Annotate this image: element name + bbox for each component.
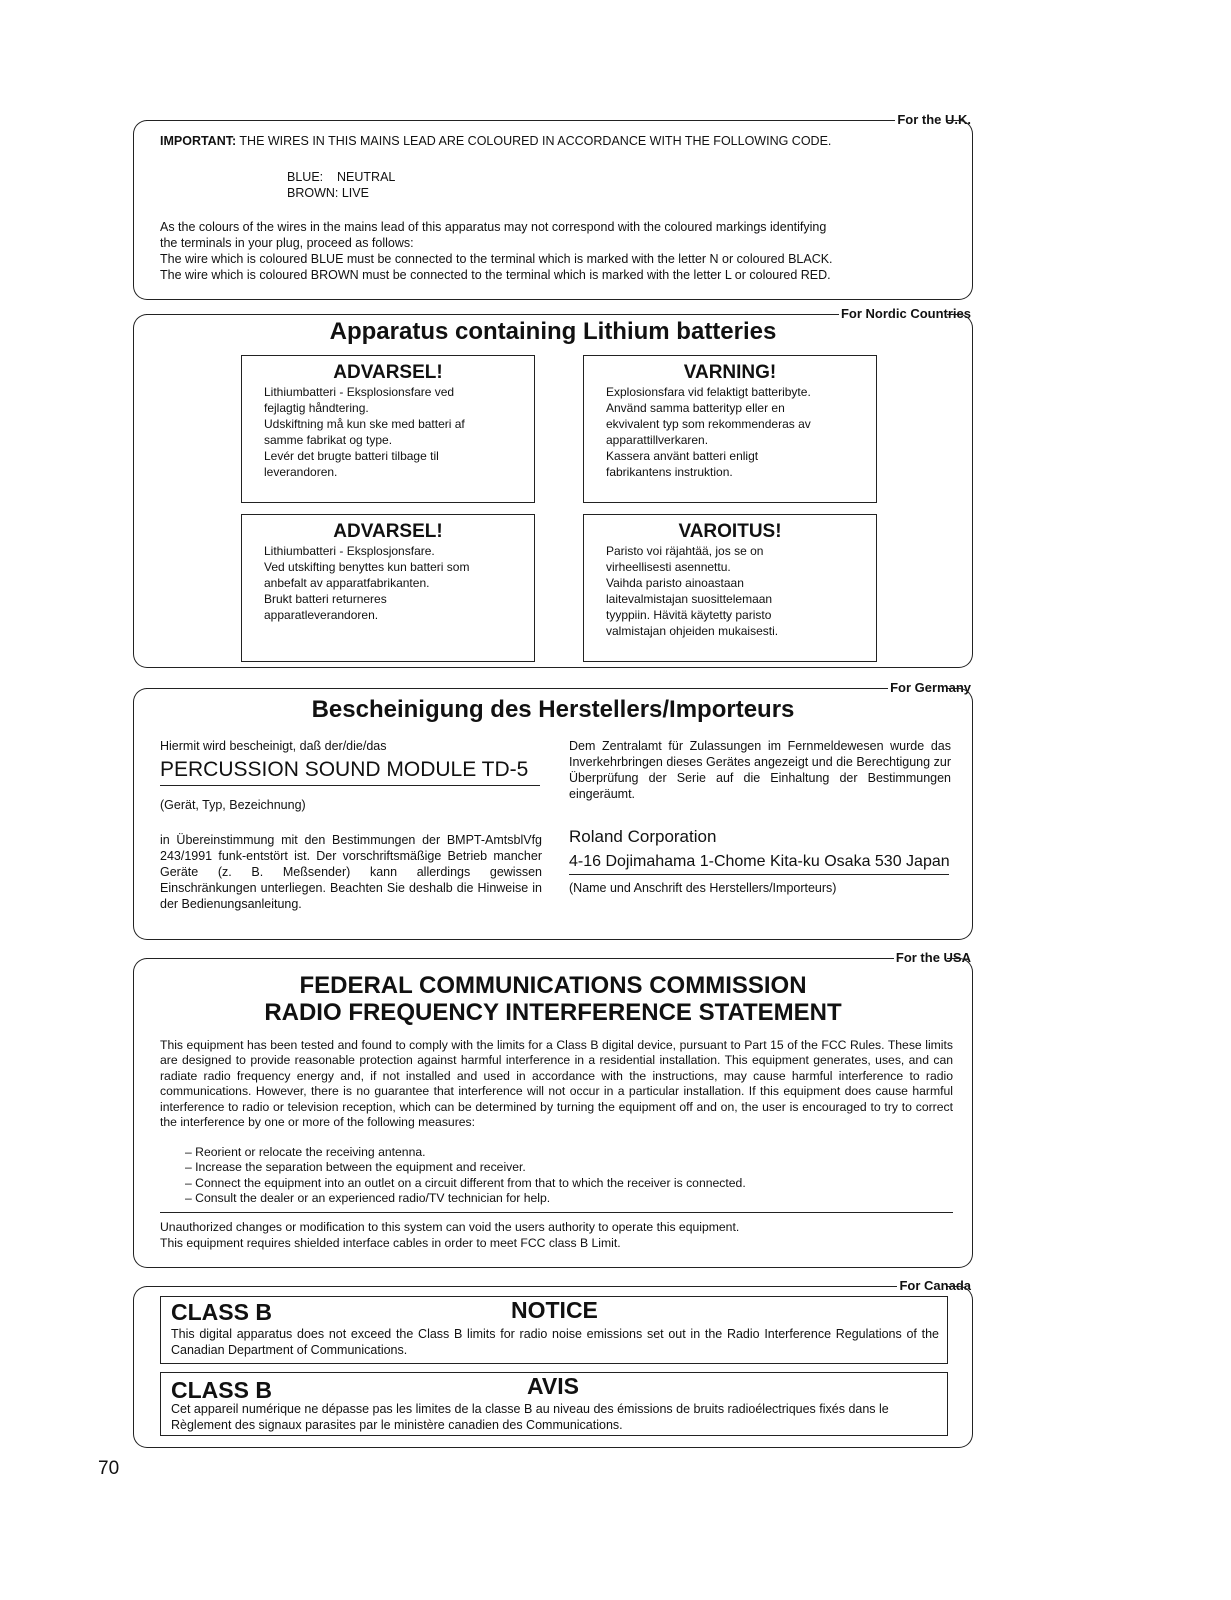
list-item: – Reorient or relocate the receiving antenna. — [185, 1145, 426, 1159]
box-line: Lithiumbatteri - Eksplosionsfare ved — [264, 385, 455, 399]
box-line: laitevalmistajan suosittelemaan — [606, 592, 773, 606]
nordic-box-finnish — [583, 514, 877, 662]
uk-top-rule — [146, 120, 946, 121]
uk-para-line: The wire which is coloured BROWN must be connected to the terminal which is marked with the letter L or coloured RED. — [160, 268, 831, 282]
nordic-box-danish — [241, 355, 535, 503]
box-line: ekvivalent typ som rekommenderas av — [606, 417, 811, 431]
usa-title-line-1: FEDERAL COMMUNICATIONS COMMISSION — [299, 972, 807, 999]
fcc-footer-2: This equipment requires shielded interface cables in order to meet FCC class B Limit. — [160, 1236, 621, 1250]
box-line: anbefalt av apparatfabrikanten. — [264, 576, 430, 590]
box-line: Brukt batteri returneres — [264, 592, 387, 606]
company-name: Roland Corporation — [569, 827, 717, 846]
box-line: Lithiumbatteri - Eksplosjonsfare. — [264, 544, 435, 558]
germany-left-paragraph: in Übereinstimmung mit den Bestimmungen der BMPT-AmtsblVfg 243/1991 funk-entstört ist. Der vorschriftsmäßige Betrieb mancher Geräte (z. B. Meßsender) kann allerdings gewissen Einschränkungen unterliegen. Beachten Sie deshalb die Hinweise in der Bedienungsanleitung. — [160, 833, 542, 911]
box-line: fabrikantens instruktion. — [606, 465, 733, 479]
important-text: THE WIRES IN THIS MAINS LEAD ARE COLOURED IN ACCORDANCE WITH THE FOLLOWING CODE. — [236, 134, 832, 148]
canada-top-rule — [146, 1286, 946, 1287]
box-line: samme fabrikat og type. — [264, 433, 393, 447]
box-line: Explosionsfara vid felaktigt batteribyte. — [606, 385, 811, 399]
product-underline — [160, 785, 540, 786]
nordic-region-label: For Nordic Countries — [840, 306, 971, 321]
box-line: fejlagtig håndtering. — [264, 401, 369, 415]
address-underline — [569, 874, 949, 875]
nordic-box-swedish — [583, 355, 877, 503]
box-line: Vaihda paristo ainoastaan — [606, 576, 744, 590]
box-line: virheellisesti asennettu. — [606, 560, 731, 574]
nordic-top-rule — [146, 314, 946, 315]
canada-avis-box — [160, 1372, 948, 1436]
avis-title: AVIS — [527, 1373, 579, 1399]
box-line: apparatleverandoren. — [264, 608, 379, 622]
fcc-footer-1: Unauthorized changes or modification to this system can void the users authority to operate this equipment. — [160, 1220, 740, 1234]
nordic-box-norwegian — [241, 514, 535, 662]
wire-code-brown: BROWN: LIVE — [287, 186, 369, 200]
box-line: Udskiftning må kun ske med batteri af — [264, 417, 465, 431]
uk-left-border — [133, 134, 134, 284]
list-item: – Consult the dealer or an experienced radio/TV technician for help. — [185, 1191, 551, 1206]
germany-region-label: For Germany — [890, 680, 971, 695]
notice-title: NOTICE — [511, 1297, 598, 1323]
product-name: PERCUSSION SOUND MODULE TD-5 — [160, 758, 529, 781]
germany-top-rule — [146, 688, 946, 689]
uk-para-line: As the colours of the wires in the mains lead of this apparatus may not correspond with the coloured markings identifying — [160, 220, 827, 234]
notice-text: This digital apparatus does not exceed the Class B limits for radio noise emissions set out in the Radio Interference Regulations of the Canadian Department of Communications. — [171, 1327, 939, 1357]
box-line: Använd samma batterityp eller en — [606, 401, 785, 415]
wire-code-blue: BLUE: NEUTRAL — [287, 170, 396, 184]
box-title: ADVARSEL! — [333, 521, 443, 542]
box-line: Ved utskifting benyttes kun batteri som — [264, 560, 470, 574]
uk-paragraph — [160, 219, 960, 283]
company-address: 4-16 Dojimahama 1-Chome Kita-ku Osaka 530 Japan — [569, 853, 950, 870]
usa-title-line-2: RADIO FREQUENCY INTERFERENCE STATEMENT — [264, 999, 842, 1026]
nordic-title: Apparatus containing Lithium batteries — [329, 318, 777, 345]
uk-para-line: The wire which is coloured BLUE must be connected to the terminal which is marked with the letter N or coloured BLACK. — [160, 252, 833, 266]
product-caption: (Gerät, Typ, Bezeichnung) — [160, 798, 306, 812]
uk-para-line: the terminals in your plug, proceed as follows: — [160, 236, 414, 250]
box-title: VAROITUS! — [678, 521, 782, 542]
box-title: VARNING! — [683, 362, 777, 383]
usa-top-rule — [146, 958, 946, 959]
canada-notice-box — [160, 1296, 948, 1364]
box-line: Levér det brugte batteri tilbage til — [264, 449, 439, 463]
avis-text: Cet appareil numérique ne dépasse pas les limites de la classe B au niveau des émissions de bruits radioélectriques fixés dans le Règlement des signaux parasites par le ministère canadien des Communications. — [171, 1402, 889, 1432]
uk-region-label: For the U.K. — [897, 112, 971, 127]
germany-right-paragraph: Dem Zentralamt für Zulassungen im Fernmeldewesen wurde das Inverkehrbringen dieses Gerätes angezeigt und die Berechtigung zur Überprüfung der Serie auf die Einhaltung der Bestimmungen eingeräumt. — [569, 739, 951, 801]
list-item: – Increase the separation between the equipment and receiver. — [185, 1160, 526, 1175]
canada-region-label: For Canada — [899, 1278, 971, 1293]
box-line: tyyppiin. Hävitä käytetty paristo — [606, 608, 772, 622]
important-label: IMPORTANT: — [160, 134, 237, 148]
uk-important-line — [160, 133, 960, 149]
box-line: Kassera använt batteri enligt — [606, 449, 759, 463]
address-caption: (Name und Anschrift des Herstellers/Importeurs) — [569, 881, 837, 895]
box-line: valmistajan ohjeiden mukaisesti. — [606, 624, 779, 638]
germany-title: Bescheinigung des Herstellers/Importeurs — [311, 696, 795, 723]
germany-intro: Hiermit wird bescheinigt, daß der/die/das — [160, 739, 387, 753]
avis-class: CLASS B — [171, 1377, 272, 1403]
fcc-divider — [160, 1212, 953, 1213]
box-line: Paristo voi räjahtää, jos se on — [606, 544, 764, 558]
fcc-paragraph: This equipment has been tested and found to comply with the limits for a Class B digital device, pursuant to Part 15 of the FCC Rules. These limits are designed to provide reasonable protection against harmful interference in a residential installation. This equipment generates, uses, and can radiate radio frequency energy and, if not installed and used in accordance with the instructions, may cause harmful interference to radio communications. However, there is no guarantee that interference will not occur in a particular installation. If this equipment does cause harmful interference to radio or television reception, which can be determined by turning the equipment off and on, the user is encouraged to try to correct the interference by one or more of the following measures: — [160, 1038, 953, 1130]
page-number: 70 — [98, 1458, 120, 1479]
usa-region-label: For the USA — [895, 950, 971, 965]
box-line: leverandoren. — [264, 465, 338, 479]
notice-class: CLASS B — [171, 1299, 272, 1325]
box-line: apparattillverkaren. — [606, 433, 709, 447]
list-item: – Connect the equipment into an outlet on a circuit different from that to which the receiver is connected. — [185, 1175, 746, 1190]
box-title: ADVARSEL! — [333, 362, 443, 383]
fcc-measures-list — [185, 1145, 955, 1207]
